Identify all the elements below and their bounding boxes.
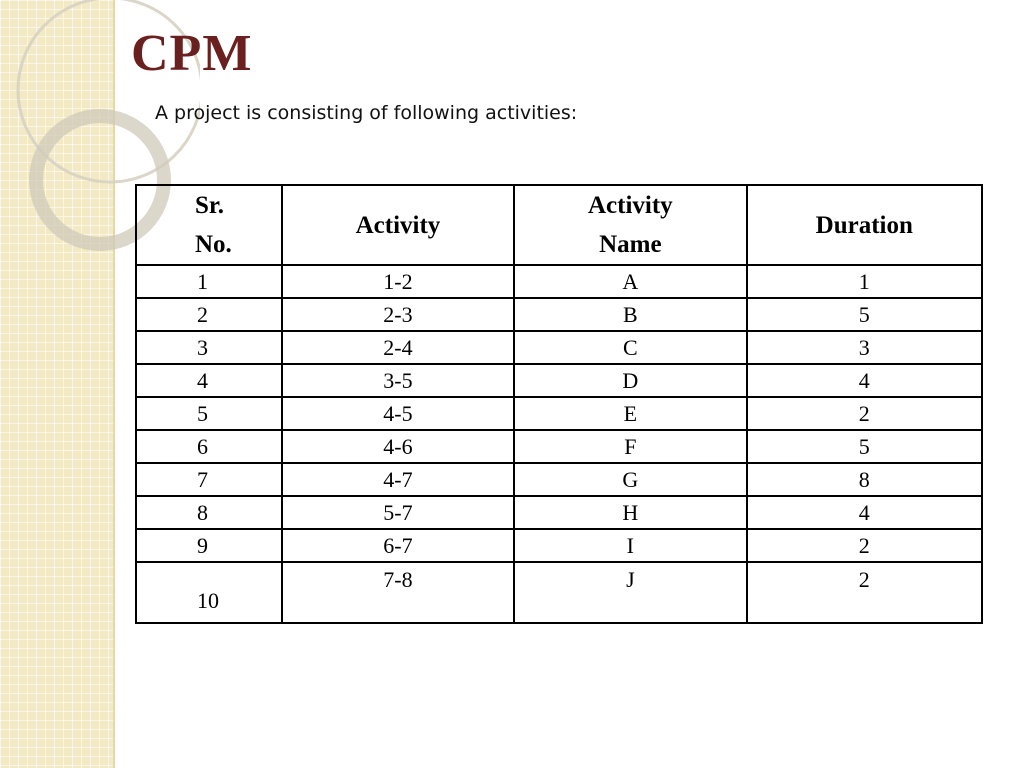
cell-sr: 7 [136,463,282,496]
cell-activity: 6-7 [282,529,514,562]
cell-name: H [514,496,746,529]
cell-duration: 2 [747,397,982,430]
cell-activity: 5-7 [282,496,514,529]
cell-sr: 5 [136,397,282,430]
cell-name: F [514,430,746,463]
header-name-line2: Name [599,231,662,258]
cell-duration: 5 [747,298,982,331]
table-row [136,265,982,298]
header-duration: Duration [747,185,982,265]
header-activity: Activity [282,185,514,265]
cell-name: G [514,463,746,496]
cell-duration: 5 [747,430,982,463]
cell-activity: 1-2 [282,265,514,298]
cell-activity: 4-6 [282,430,514,463]
cell-sr: 4 [136,364,282,397]
cell-sr: 3 [136,331,282,364]
table-row [136,496,982,529]
header-sr-no [136,185,282,265]
table-row [136,331,982,364]
header-name-line1: Activity [587,192,673,219]
cell-duration: 2 [747,529,982,562]
header-sr-line2: No. [195,231,232,258]
cell-duration: 2 [747,562,982,623]
cell-sr: 6 [136,430,282,463]
cell-activity: 4-7 [282,463,514,496]
cell-sr: 1 [136,265,282,298]
table-row [136,397,982,430]
cell-activity: 2-3 [282,298,514,331]
cell-name: B [514,298,746,331]
cell-name: I [514,529,746,562]
table-row [136,430,982,463]
cell-name: D [514,364,746,397]
header-activity-name [514,185,746,265]
table-row [136,463,982,496]
cell-sr: 8 [136,496,282,529]
cell-duration: 4 [747,364,982,397]
cell-sr: 9 [136,529,282,562]
cell-name: E [514,397,746,430]
cell-activity: 3-5 [282,364,514,397]
cell-duration: 8 [747,463,982,496]
cell-sr: 2 [136,298,282,331]
cell-name: J [514,562,746,623]
cell-activity: 4-5 [282,397,514,430]
cell-activity: 2-4 [282,331,514,364]
cell-sr: 10 [136,562,282,623]
header-sr-line1: Sr. [195,192,224,219]
table-header-row [136,185,982,265]
table-row [136,364,982,397]
cell-duration: 1 [747,265,982,298]
slide-subtitle: A project is consisting of following activities: [155,102,578,124]
table-row [136,562,982,623]
activities-table [135,184,983,624]
table-row [136,298,982,331]
cell-name: C [514,331,746,364]
table-row [136,529,982,562]
cell-activity: 7-8 [282,562,514,623]
slide-title: CPM [131,25,253,82]
cell-duration: 4 [747,496,982,529]
cell-duration: 3 [747,331,982,364]
cell-name: A [514,265,746,298]
